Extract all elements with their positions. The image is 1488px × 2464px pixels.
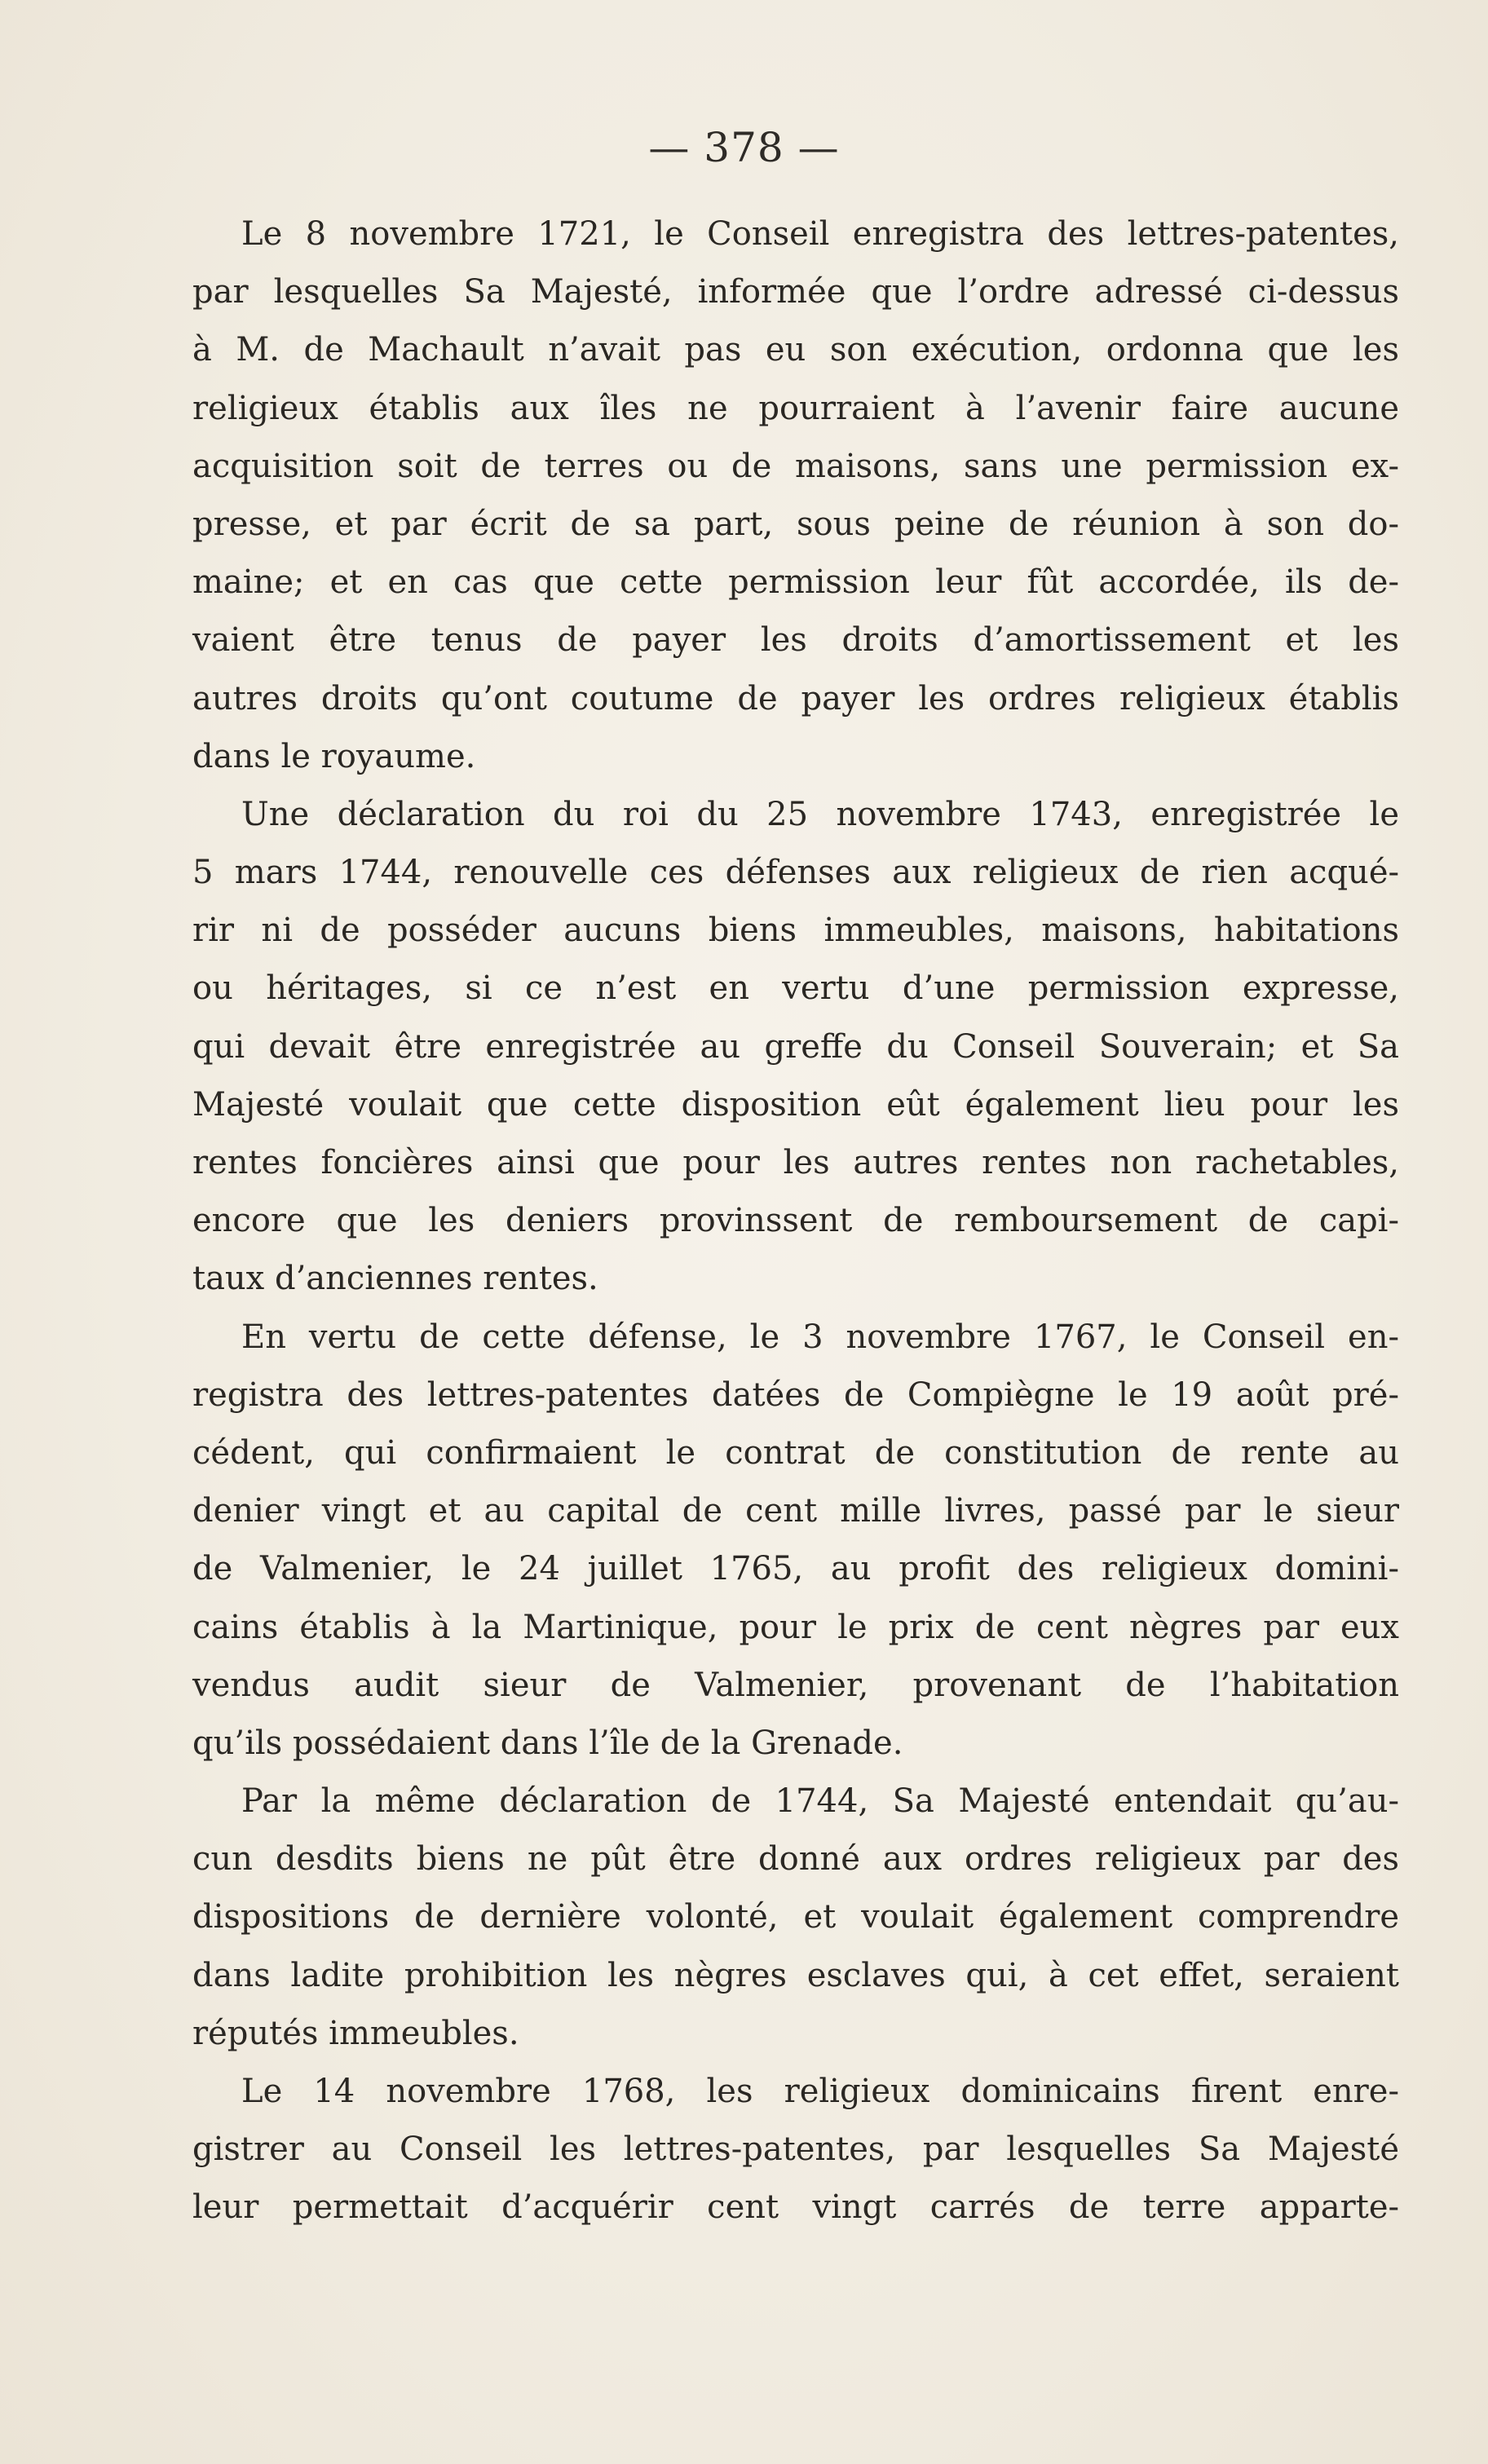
- text-line: religieux établis aux îles ne pourraient à l’avenir faire aucune: [192, 389, 1399, 427]
- text-line: rir ni de posséder aucuns biens immeubles, maisons, habitations: [192, 912, 1399, 950]
- text-line: leur permettait d’acquérir cent vingt carrés de terre apparte-: [192, 2188, 1399, 2227]
- text-line: vaient être tenus de payer les droits d’amortissement et les: [192, 621, 1399, 660]
- paragraph-5: [192, 2063, 1399, 2237]
- text-line: à M. de Machault n’avait pas eu son exécution, ordonna que les: [192, 331, 1399, 369]
- paragraph-4: [192, 1773, 1399, 2063]
- text-line: qu’ils possédaient dans l’île de la Grenade.: [192, 1724, 903, 1762]
- text-line: gistrer au Conseil les lettres-patentes, par lesquelles Sa Majesté: [192, 2131, 1399, 2169]
- text-line: 5 mars 1744, renouvelle ces défenses aux religieux de rien acqué-: [192, 854, 1399, 892]
- text-line: acquisition soit de terres ou de maisons, sans une permission ex-: [192, 447, 1399, 485]
- body-text: [192, 205, 1399, 2237]
- text-line: cains établis à la Martinique, pour le prix de cent nègres par eux: [192, 1608, 1399, 1646]
- text-line: par lesquelles Sa Majesté, informée que l’ordre adressé ci-dessus: [192, 273, 1399, 311]
- text-line: cédent, qui confirmaient le contrat de constitution de rente au: [192, 1433, 1399, 1472]
- text-line: Majesté voulait que cette disposition eût également lieu pour les: [192, 1085, 1399, 1124]
- text-line: réputés immeubles.: [192, 2014, 519, 2052]
- text-line: ou héritages, si ce n’est en vertu d’une permission expresse,: [192, 969, 1399, 1008]
- text-line: vendus audit sieur de Valmenier, provenant de l’habitation: [192, 1666, 1399, 1704]
- text-line: denier vingt et au capital de cent mille livres, passé par le sieur: [192, 1492, 1399, 1530]
- text-line: encore que les deniers provinssent de remboursement de capi-: [192, 1202, 1399, 1240]
- text-line: Le 14 novembre 1768, les religieux dominicains firent enre-: [241, 2073, 1399, 2110]
- text-line: maine; et en cas que cette permission leur fût accordée, ils de-: [192, 563, 1399, 602]
- text-line: autres droits qu’ont coutume de payer les ordres religieux établis: [192, 679, 1399, 718]
- text-line: dispositions de dernière volonté, et voulait également comprendre: [192, 1898, 1399, 1936]
- text-line: presse, et par écrit de sa part, sous peine de réunion à son do-: [192, 505, 1399, 543]
- text-line: En vertu de cette défense, le 3 novembre 1767, le Conseil en-: [241, 1318, 1399, 1356]
- paragraph-3: [192, 1309, 1399, 1773]
- text-line: Le 8 novembre 1721, le Conseil enregistra des lettres-patentes,: [241, 215, 1399, 253]
- text-line: rentes foncières ainsi que pour les autres rentes non rachetables,: [192, 1144, 1399, 1181]
- text-line: dans le royaume.: [192, 737, 476, 775]
- text-line: qui devait être enregistrée au greffe du Conseil Souverain; et Sa: [192, 1027, 1399, 1066]
- text-line: Une déclaration du roi du 25 novembre 1743, enregistrée le: [241, 795, 1399, 833]
- text-line: taux d’anciennes rentes.: [192, 1260, 598, 1298]
- text-line: registra des lettres-patentes datées de Compiègne le 19 août pré-: [192, 1376, 1399, 1414]
- text-line: de Valmenier, le 24 juillet 1765, au profit des religieux domini-: [192, 1550, 1399, 1588]
- text-line: dans ladite prohibition les nègres esclaves qui, à cet effet, seraient: [192, 1956, 1399, 1994]
- page-number: — 378 —: [648, 124, 840, 171]
- text-line: cun desdits biens ne pût être donné aux ordres religieux par des: [192, 1840, 1399, 1879]
- text-line: Par la même déclaration de 1744, Sa Majesté entendait qu’au-: [241, 1782, 1399, 1821]
- paragraph-2: [192, 786, 1399, 1309]
- paragraph-1: [192, 205, 1399, 786]
